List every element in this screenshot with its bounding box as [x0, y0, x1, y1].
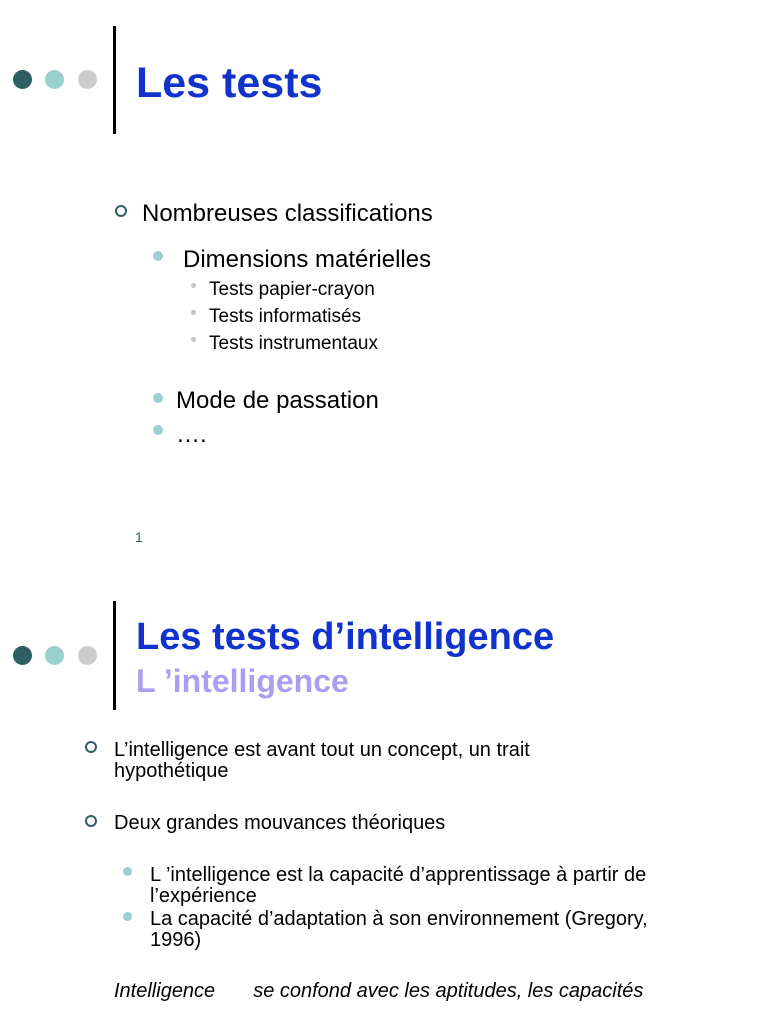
bullet-text: Deux grandes mouvances théoriques: [114, 812, 446, 834]
slide-2: [0, 576, 768, 1024]
sub-bullet-text: Dimensions matérielles: [183, 246, 432, 273]
title-divider: [113, 601, 116, 710]
note-description: se confond avec les aptitudes, les capacités: [253, 980, 644, 1002]
sub-bullet-dot-icon: [153, 425, 163, 435]
note-text: [114, 981, 644, 1002]
slide-title: Les tests d’intelligence: [136, 616, 555, 658]
small-bullet-icon: [191, 310, 196, 315]
bullet-ring-icon: [115, 205, 127, 217]
sub-bullet-text: ….: [176, 421, 207, 448]
title-divider: [113, 26, 116, 134]
sub-bullet-text: La capacité d’adaptation à son environnement (Gregory, 1996): [150, 908, 648, 951]
sub-bullet-dot-icon: [153, 393, 163, 403]
sub-bullet-text: L ’intelligence est la capacité d’apprentissage à partir de l’expérience: [150, 864, 647, 907]
sub-sub-bullet-text: Tests informatisés: [209, 306, 362, 327]
bullet-text: L’intelligence est avant tout un concept, un trait hypothétique: [114, 739, 530, 782]
slide-title: Les tests: [136, 59, 323, 107]
decor-dot-dark: [13, 70, 32, 89]
decor-dot-dark: [13, 646, 32, 665]
sub-sub-bullet-text: Tests instrumentaux: [209, 333, 378, 354]
small-bullet-icon: [191, 337, 196, 342]
sub-sub-bullet-text: Tests papier-crayon: [209, 279, 375, 300]
sub-bullet-dot-icon: [153, 251, 163, 261]
decor-dot-gray: [78, 70, 97, 89]
sub-bullet-text: Mode de passation: [176, 387, 379, 414]
bullet-ring-icon: [85, 741, 97, 753]
decor-dot-gray: [78, 646, 97, 665]
note-keyword: Intelligence: [114, 980, 216, 1002]
bullet-ring-icon: [85, 815, 97, 827]
small-bullet-icon: [191, 283, 196, 288]
page-number: 1: [135, 529, 143, 545]
decor-dot-teal: [45, 646, 64, 665]
slide-subtitle: L ’intelligence: [136, 663, 349, 699]
bullet-text: Nombreuses classifications: [142, 200, 433, 227]
decor-dot-teal: [45, 70, 64, 89]
sub-bullet-dot-icon: [123, 912, 132, 921]
sub-bullet-dot-icon: [123, 867, 132, 876]
